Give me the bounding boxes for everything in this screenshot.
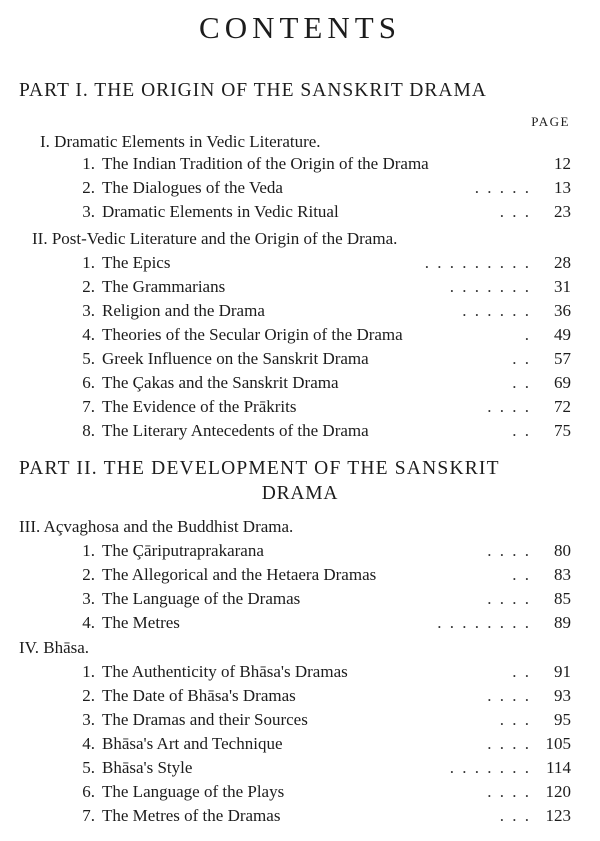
- entry-number: 6.: [82, 782, 95, 801]
- dot-leader: . . .: [499, 202, 531, 221]
- toc-entry[interactable]: [77, 782, 571, 806]
- toc-entry[interactable]: [77, 734, 571, 758]
- dot-leader: . . . .: [487, 541, 531, 560]
- dot-leader: . . . .: [487, 589, 531, 608]
- entry-number: 2.: [82, 565, 95, 584]
- entry-number: 4.: [82, 613, 95, 632]
- entry-page-number: 105: [545, 734, 571, 753]
- entry-title: Theories of the Secular Origin of the Drama: [102, 325, 403, 344]
- dot-leader: . . . . .: [474, 178, 531, 197]
- dot-leader: . . . . . .: [462, 301, 531, 320]
- entry-page-number: 95: [554, 710, 571, 729]
- toc-entry[interactable]: [77, 686, 571, 710]
- entry-title: The Dialogues of the Veda: [102, 178, 283, 197]
- part-heading-2-continued: DRAMA: [261, 483, 339, 504]
- dot-leader: . . . . . . . .: [437, 613, 531, 632]
- entry-title: The Allegorical and the Hetaera Dramas: [102, 565, 377, 584]
- part-heading-1: PART I. THE ORIGIN OF THE SANSKRIT DRAMA: [19, 80, 487, 101]
- entry-page-number: 31: [554, 277, 571, 296]
- entry-title: The Literary Antecedents of the Drama: [102, 421, 369, 440]
- entry-page-number: 91: [554, 662, 571, 681]
- entry-page-number: 28: [554, 253, 571, 272]
- toc-entry[interactable]: [77, 806, 571, 830]
- entry-title: The Epics: [102, 253, 171, 272]
- chapter-heading-2: II. Post-Vedic Literature and the Origin of the Drama.: [32, 229, 398, 248]
- entry-page-number: 36: [554, 301, 571, 320]
- entry-page-number: 12: [554, 154, 571, 173]
- toc-entry[interactable]: [77, 613, 571, 637]
- entry-page-number: 89: [554, 613, 571, 632]
- entry-title: Religion and the Drama: [102, 301, 265, 320]
- entry-number: 1.: [82, 154, 95, 173]
- part-heading-2: PART II. THE DEVELOPMENT OF THE SANSKRIT: [19, 458, 500, 479]
- toc-entry[interactable]: [77, 421, 571, 445]
- entry-number: 3.: [82, 202, 95, 221]
- toc-entry[interactable]: [77, 758, 571, 782]
- toc-entry[interactable]: [77, 277, 571, 301]
- entry-page-number: 120: [545, 782, 571, 801]
- entry-title: Bhāsa's Style: [102, 758, 193, 777]
- entry-number: 3.: [82, 589, 95, 608]
- entry-number: 5.: [82, 349, 95, 368]
- entry-number: 7.: [82, 397, 95, 416]
- entry-page-number: 80: [554, 541, 571, 560]
- entry-page-number: 23: [554, 202, 571, 221]
- entry-page-number: 114: [546, 758, 571, 777]
- toc-entry[interactable]: [77, 301, 571, 325]
- dot-leader: . . . .: [487, 397, 531, 416]
- entry-number: 1.: [82, 253, 95, 272]
- page-title: CONTENTS: [199, 10, 401, 45]
- entry-title: The Indian Tradition of the Origin of the Drama: [102, 154, 429, 173]
- entry-number: 1.: [82, 541, 95, 560]
- dot-leader: . . . .: [487, 782, 531, 801]
- entry-page-number: 123: [545, 806, 571, 825]
- dot-leader: . . . .: [487, 734, 531, 753]
- toc-entry[interactable]: [77, 349, 571, 373]
- entry-title: Bhāsa's Art and Technique: [102, 734, 283, 753]
- dot-leader: . .: [512, 421, 531, 440]
- entry-page-number: 13: [554, 178, 571, 197]
- toc-entry[interactable]: [77, 202, 571, 226]
- entry-number: 5.: [82, 758, 95, 777]
- dot-leader: . . .: [499, 806, 531, 825]
- entry-title: The Çakas and the Sanskrit Drama: [102, 373, 339, 392]
- entry-number: 3.: [82, 710, 95, 729]
- dot-leader: . . . . . . . . .: [424, 253, 531, 272]
- entry-number: 7.: [82, 806, 95, 825]
- dot-leader: . .: [512, 349, 531, 368]
- entry-title: The Metres: [102, 613, 180, 632]
- dot-leader: . . . . . . .: [449, 277, 531, 296]
- toc-entry[interactable]: [77, 565, 571, 589]
- dot-leader: . .: [512, 662, 531, 681]
- chapter-heading-3: III. Açvaghosa and the Buddhist Drama.: [19, 517, 294, 536]
- dot-leader: . .: [512, 565, 531, 584]
- entry-title: The Grammarians: [102, 277, 226, 296]
- entry-title: The Language of the Dramas: [102, 589, 301, 608]
- entry-title: Dramatic Elements in Vedic Ritual: [102, 202, 339, 221]
- entry-title: The Authenticity of Bhāsa's Dramas: [102, 662, 348, 681]
- chapter-heading-4: IV. Bhāsa.: [19, 638, 90, 657]
- toc-entry[interactable]: [77, 178, 571, 202]
- entry-number: 2.: [82, 686, 95, 705]
- dot-leader: . . . .: [487, 686, 531, 705]
- entry-title: The Evidence of the Prākrits: [102, 397, 297, 416]
- entry-page-number: 57: [554, 349, 571, 368]
- toc-entry[interactable]: [77, 397, 571, 421]
- dot-leader: .: [524, 325, 531, 344]
- entry-number: 6.: [82, 373, 95, 392]
- entry-title: The Metres of the Dramas: [102, 806, 281, 825]
- entry-page-number: 69: [554, 373, 571, 392]
- toc-entry[interactable]: [77, 589, 571, 613]
- dot-leader: . . .: [499, 710, 531, 729]
- toc-entry[interactable]: [77, 541, 571, 565]
- entry-title: The Date of Bhāsa's Dramas: [102, 686, 296, 705]
- entry-number: 2.: [82, 178, 95, 197]
- toc-entry[interactable]: [77, 710, 571, 734]
- page-column-label: PAGE: [531, 114, 570, 129]
- entry-page-number: 93: [554, 686, 571, 705]
- toc-entry[interactable]: [77, 662, 571, 686]
- dot-leader: . . . . . . .: [449, 758, 531, 777]
- entry-number: 2.: [82, 277, 95, 296]
- entry-page-number: 83: [554, 565, 571, 584]
- entry-page-number: 49: [554, 325, 571, 344]
- toc-entry[interactable]: [77, 154, 571, 178]
- entry-number: 8.: [82, 421, 95, 440]
- entry-number: 1.: [82, 662, 95, 681]
- entry-number: 3.: [82, 301, 95, 320]
- chapter-heading-1: I. Dramatic Elements in Vedic Literature.: [40, 132, 321, 151]
- entry-number: 4.: [82, 734, 95, 753]
- entry-number: 4.: [82, 325, 95, 344]
- toc-entry[interactable]: [77, 253, 571, 277]
- toc-entry[interactable]: [77, 325, 571, 349]
- entry-title: The Dramas and their Sources: [102, 710, 308, 729]
- entry-page-number: 85: [554, 589, 571, 608]
- entry-title: The Language of the Plays: [102, 782, 285, 801]
- dot-leader: . .: [512, 373, 531, 392]
- entry-title: The Çāriputraprakarana: [102, 541, 264, 560]
- entry-page-number: 72: [554, 397, 571, 416]
- entry-page-number: 75: [554, 421, 571, 440]
- toc-entry[interactable]: [77, 373, 571, 397]
- entry-title: Greek Influence on the Sanskrit Drama: [102, 349, 369, 368]
